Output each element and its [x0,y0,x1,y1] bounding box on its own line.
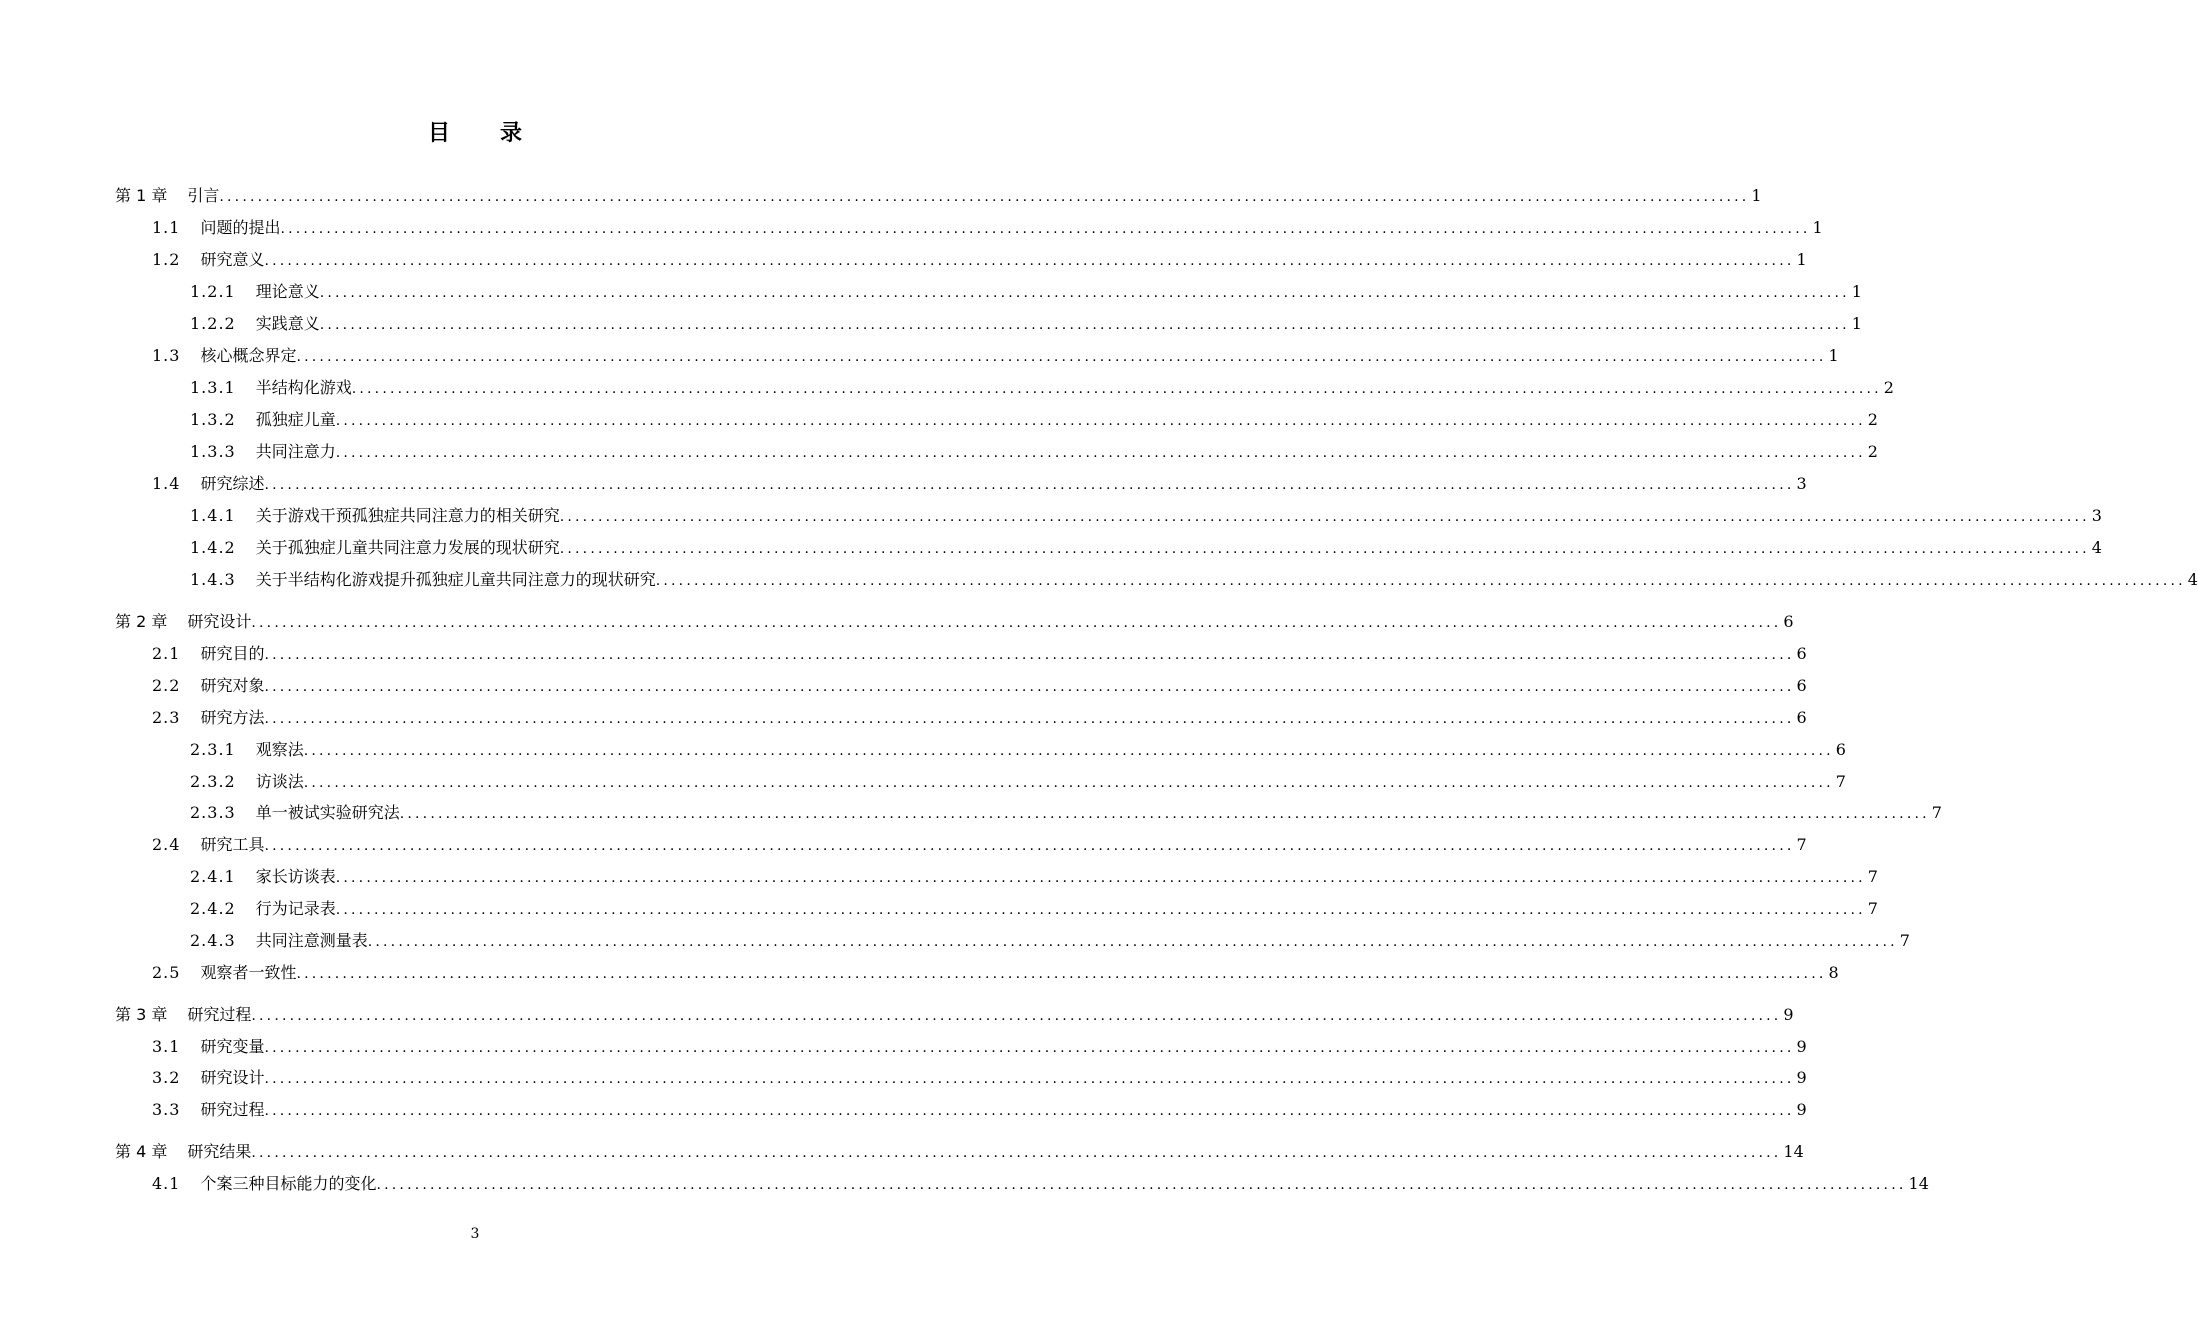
toc-entry-title: 研究设计 [200,1068,265,1087]
toc-entry[interactable] [190,772,1846,792]
toc-entry-title: 个案三种目标能力的变化 [200,1174,377,1193]
toc-entry-number: 1.4.3 [190,570,236,589]
toc-entry-page: 9 [1796,1037,1807,1056]
toc-entry-page: 3 [2091,506,2102,525]
toc-entry-title: 实践意义 [255,314,320,333]
toc-entry-page: 2 [1867,410,1878,429]
toc-entry-number: 1.2.2 [190,314,236,333]
toc-entry-page: 6 [1796,708,1807,727]
title-char-2: 录 [500,121,523,146]
toc-entry-page: 7 [1899,931,1910,950]
toc-entry-title: 家长访谈表 [255,867,336,886]
toc-entry[interactable] [190,442,1878,462]
toc-entry-title: 研究设计 [187,612,252,631]
toc-entry-number: 第 2 章 [115,612,168,631]
toc-entry[interactable] [152,1174,1929,1194]
toc-entry[interactable] [190,410,1878,430]
toc-entry-page: 9 [1783,1005,1794,1024]
toc-leader-dots: ........................................................................................................................................................................................................ [251,615,1782,631]
toc-entry-page: 6 [1796,644,1807,663]
toc-entry-page: 2 [1867,442,1878,461]
toc-entry-title: 研究过程 [200,1100,265,1119]
toc-entry-number: 1.4.1 [190,506,236,525]
toc-leader-dots: ........................................................................................................................................................................................................ [251,1008,1782,1024]
toc-entry-title: 关于游戏干预孤独症共同注意力的相关研究 [255,506,560,525]
toc-entry-page: 6 [1783,612,1794,631]
toc-chapter-entry[interactable] [115,612,1794,632]
toc-leader-dots: ........................................................................................................................................................................................................ [335,445,1866,461]
toc-entry-page: 6 [1796,676,1807,695]
toc-entry-number: 1.3.2 [190,410,236,429]
toc-entry[interactable] [190,314,1862,334]
toc-entry-number: 3.3 [152,1100,181,1119]
toc-entry[interactable] [152,346,1839,366]
toc-entry-page: 3 [1796,474,1807,493]
toc-entry-title: 单一被试实验研究法 [255,803,400,822]
title-char-1: 目 [427,121,450,146]
toc-entry-title: 研究工具 [200,835,265,854]
toc-entry-page: 8 [1828,963,1839,982]
toc-leader-dots: ........................................................................................................................................................................................................ [280,221,1811,237]
toc-entry-number: 1.4 [152,474,181,493]
toc-entry[interactable] [152,1100,1807,1120]
toc-entry-title: 关于孤独症儿童共同注意力发展的现状研究 [255,538,560,557]
toc-entry[interactable] [190,378,1894,398]
toc-entry-number: 1.1 [152,218,181,237]
toc-leader-dots: ........................................................................................................................................................................................................ [251,1145,1782,1161]
toc-entry-number: 2.4.3 [190,931,236,950]
toc-entry-number: 1.3.3 [190,442,236,461]
toc-entry-title: 研究目的 [200,644,265,663]
toc-entry-number: 3.1 [152,1037,181,1056]
toc-entry[interactable] [190,867,1878,887]
toc-entry-page: 7 [1835,772,1846,791]
toc-entry-number: 第 3 章 [115,1005,168,1024]
toc-leader-dots: ........................................................................................................................................................................................................ [264,711,1795,727]
toc-entry-page: 1 [1828,346,1839,365]
toc-entry-page: 2 [1883,378,1894,397]
toc-entry-number: 2.5 [152,963,181,982]
toc-leader-dots: ........................................................................................................................................................................................................ [264,838,1795,854]
toc-entry-page: 7 [1931,803,1942,822]
toc-leader-dots: ........................................................................................................................................................................................................ [303,743,1834,759]
toc-entry-page: 14 [1783,1142,1804,1161]
toc-entry[interactable] [190,282,1862,302]
toc-leader-dots: ........................................................................................................................................................................................................ [655,573,2186,589]
toc-entry-title: 观察者一致性 [200,963,297,982]
toc-leader-dots: ........................................................................................................................................................................................................ [264,679,1795,695]
toc-leader-dots: ........................................................................................................................................................................................................ [559,541,2090,557]
toc-entry-number: 第 1 章 [115,186,168,205]
page-number: 3 [470,1226,480,1242]
toc-chapter-entry[interactable] [115,1005,1794,1025]
toc-entry-number: 2.2 [152,676,181,695]
toc-entry-title: 问题的提出 [200,218,281,237]
toc-leader-dots: ........................................................................................................................................................................................................ [399,806,1930,822]
toc-leader-dots: ........................................................................................................................................................................................................ [264,647,1795,663]
toc-entry-page: 4 [2091,538,2102,557]
toc-entry[interactable] [152,1068,1807,1088]
toc-leader-dots: ........................................................................................................................................................................................................ [335,870,1866,886]
toc-entry-number: 第 4 章 [115,1142,168,1161]
toc-entry[interactable] [152,835,1807,855]
toc-entry-number: 2.3.3 [190,803,236,822]
toc-entry[interactable] [152,250,1807,270]
toc-entry-title: 半结构化游戏 [255,378,352,397]
toc-leader-dots: ........................................................................................................................................................................................................ [219,189,1750,205]
toc-entry-title: 核心概念界定 [200,346,297,365]
toc-entry[interactable] [190,570,2198,590]
toc-entry-page: 9 [1796,1100,1807,1119]
toc-entry-page: 1 [1796,250,1807,269]
toc-entry-title: 共同注意测量表 [255,931,368,950]
toc-leader-dots: ........................................................................................................................................................................................................ [264,1040,1795,1056]
toc-entry-page: 1 [1851,282,1862,301]
toc-entry[interactable] [152,644,1807,664]
toc-entry-title: 共同注意力 [255,442,336,461]
toc-leader-dots: ........................................................................................................................................................................................................ [335,413,1866,429]
toc-entry-number: 2.3.1 [190,740,236,759]
toc-leader-dots: ........................................................................................................................................................................................................ [264,477,1795,493]
toc-entry-page: 6 [1835,740,1846,759]
toc-entry-page: 1 [1812,218,1823,237]
toc-entry-title: 研究意义 [200,250,265,269]
toc-entry[interactable] [152,474,1807,494]
toc-leader-dots: ........................................................................................................................................................................................................ [351,381,1882,397]
toc-entry-title: 关于半结构化游戏提升孤独症儿童共同注意力的现状研究 [255,570,656,589]
toc-entry[interactable] [152,218,1823,238]
toc-entry-number: 4.1 [152,1174,181,1193]
toc-leader-dots: ........................................................................................................................................................................................................ [376,1177,1907,1193]
toc-entry[interactable] [190,506,2102,526]
toc-entry-title: 研究过程 [187,1005,252,1024]
toc-entry-title: 行为记录表 [255,899,336,918]
toc-entry-number: 2.3.2 [190,772,236,791]
toc-entry-page: 4 [2187,570,2198,589]
toc-entry[interactable] [152,1037,1807,1057]
toc-entry-number: 1.3 [152,346,181,365]
toc-entry-title: 研究变量 [200,1037,265,1056]
toc-entry-title: 研究方法 [200,708,265,727]
toc-entry[interactable] [152,963,1839,983]
toc-entry-page: 1 [1751,186,1762,205]
toc-entry-title: 访谈法 [255,772,304,791]
toc-entry-number: 2.4 [152,835,181,854]
toc-entry-number: 2.3 [152,708,181,727]
toc-leader-dots: ........................................................................................................................................................................................................ [367,934,1898,950]
toc-entry-number: 1.2.1 [190,282,236,301]
toc-leader-dots: ........................................................................................................................................................................................................ [264,253,1795,269]
toc-entry-page: 1 [1851,314,1862,333]
toc-leader-dots: ........................................................................................................................................................................................................ [559,509,2090,525]
toc-entry[interactable] [190,803,1942,823]
toc-entry-number: 1.3.1 [190,378,236,397]
toc-entry[interactable] [190,899,1878,919]
toc-entry-page: 7 [1867,899,1878,918]
toc-leader-dots: ........................................................................................................................................................................................................ [264,1103,1795,1119]
toc-entry-number: 2.4.2 [190,899,236,918]
toc-entry-number: 3.2 [152,1068,181,1087]
toc-entry[interactable] [190,740,1846,760]
toc-entry-number: 2.4.1 [190,867,236,886]
toc-entry-number: 2.1 [152,644,181,663]
toc-entry-title: 理论意义 [255,282,320,301]
toc-entry-number: 1.4.2 [190,538,236,557]
toc-entry-title: 研究对象 [200,676,265,695]
toc-entry-page: 9 [1796,1068,1807,1087]
toc-entry[interactable] [190,538,2102,558]
toc-entry-number: 1.2 [152,250,181,269]
toc-entry-title: 引言 [187,186,220,205]
toc-leader-dots: ........................................................................................................................................................................................................ [296,966,1827,982]
toc-entry-page: 7 [1867,867,1878,886]
toc-entry[interactable] [190,931,1910,951]
toc-leader-dots: ........................................................................................................................................................................................................ [264,1071,1795,1087]
toc-leader-dots: ........................................................................................................................................................................................................ [303,775,1834,791]
toc-entry-title: 研究综述 [200,474,265,493]
toc-entry[interactable] [152,708,1807,728]
toc-entry[interactable] [152,676,1807,696]
toc-leader-dots: ........................................................................................................................................................................................................ [296,349,1827,365]
toc-entry-title: 研究结果 [187,1142,252,1161]
toc-entry-page: 7 [1796,835,1807,854]
toc-chapter-entry[interactable] [115,1142,1804,1162]
toc-leader-dots: ........................................................................................................................................................................................................ [319,317,1850,333]
toc-chapter-entry[interactable] [115,186,1762,206]
toc-leader-dots: ........................................................................................................................................................................................................ [335,902,1866,918]
toc-entry-page: 14 [1908,1174,1929,1193]
toc-entry-title: 孤独症儿童 [255,410,336,429]
toc-entry-title: 观察法 [255,740,304,759]
toc-leader-dots: ........................................................................................................................................................................................................ [319,285,1850,301]
